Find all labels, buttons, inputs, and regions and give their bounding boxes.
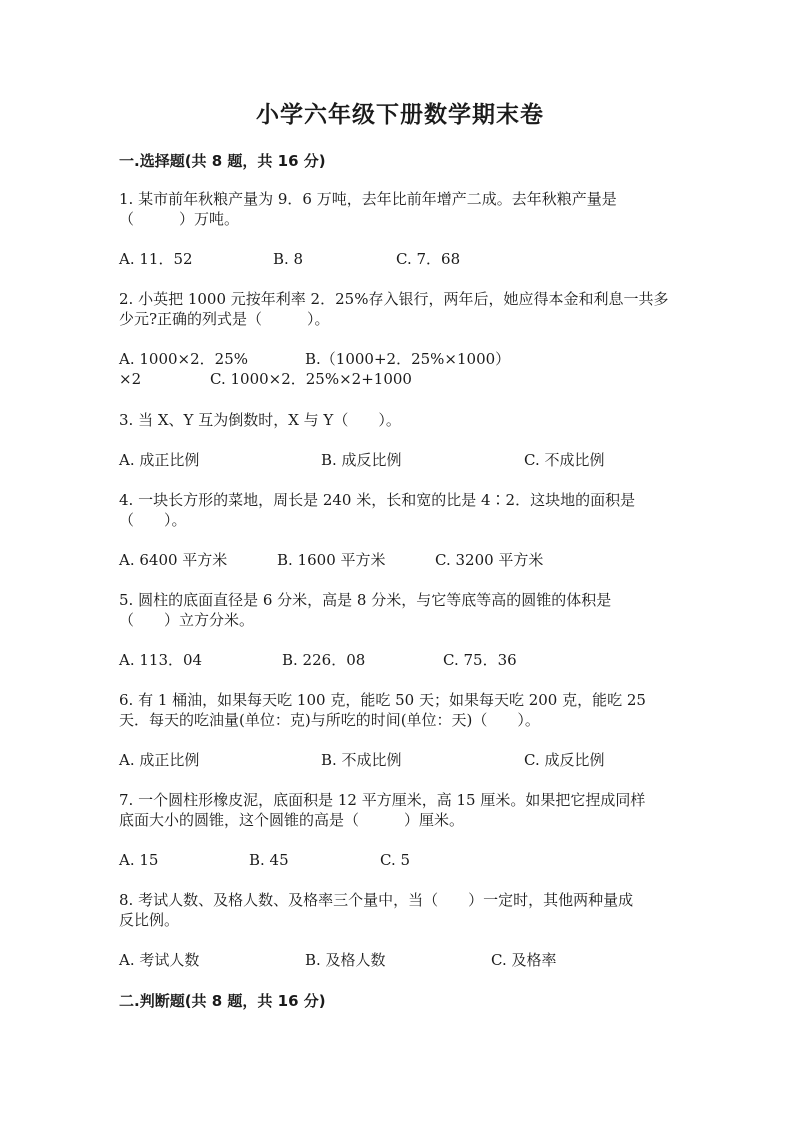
question-4-text-cont: （ ）。 (119, 511, 187, 529)
question-7-option-c: C. 5 (380, 851, 411, 869)
question-4-option-a: A. 6400 平方米 (119, 551, 228, 569)
question-4-option-c: C. 3200 平方米 (435, 551, 544, 569)
question-2-option-a: A. 1000×2．25% (119, 350, 248, 368)
question-8-option-a: A. 考试人数 (119, 951, 200, 969)
question-3-text: 3. 当 X、Y 互为倒数时，X 与 Y（ ）。 (119, 411, 401, 429)
page-title: 小学六年级下册数学期末卷 (256, 101, 544, 128)
question-1-text: 1. 某市前年秋粮产量为 9．6 万吨，去年比前年增产二成。去年秋粮产量是 (119, 190, 617, 208)
question-4-text: 4. 一块长方形的菜地，周长是 240 米，长和宽的比是 4∶2．这块地的面积是 (119, 491, 636, 509)
question-5-text: 5. 圆柱的底面直径是 6 分米，高是 8 分米，与它等底等高的圆锥的体积是 (119, 591, 612, 609)
question-7-text: 7. 一个圆柱形橡皮泥，底面积是 12 平方厘米，高 15 厘米。如果把它捏成同样 (119, 791, 646, 809)
question-5-option-b: B. 226．08 (282, 651, 366, 669)
section-heading-choice: 一.选择题(共 8 题，共 16 分) (119, 152, 326, 170)
question-2-option-b: B.（1000+2．25%×1000） (305, 350, 511, 368)
question-6-text-cont: 天．每天的吃油量(单位：克)与所吃的时间(单位：天)（ ）。 (119, 711, 540, 729)
question-6-option-c: C. 成反比例 (524, 751, 605, 769)
question-3-option-b: B. 成反比例 (321, 451, 402, 469)
question-1-option-c: C. 7．68 (396, 250, 461, 268)
question-6-option-a: A. 成正比例 (119, 751, 200, 769)
question-2-text-cont: 少元?正确的列式是（ ）。 (119, 310, 330, 328)
question-1-option-a: A. 11．52 (119, 250, 193, 268)
question-5-text-cont: （ ）立方分米。 (119, 611, 255, 629)
question-2-option-c: C. 1000×2．25%×2+1000 (210, 370, 412, 388)
question-2-option-b-cont: ×2 (119, 370, 142, 388)
question-6-option-b: B. 不成比例 (321, 751, 402, 769)
question-4-option-b: B. 1600 平方米 (277, 551, 386, 569)
question-6-text: 6. 有 1 桶油，如果每天吃 100 克，能吃 50 天；如果每天吃 200 克，能吃 25 (119, 691, 646, 709)
question-8-option-b: B. 及格人数 (305, 951, 386, 969)
question-7-option-a: A. 15 (119, 851, 159, 869)
section-heading-judgement: 二.判断题(共 8 题，共 16 分) (119, 992, 326, 1010)
question-5-option-c: C. 75．36 (443, 651, 517, 669)
question-3-option-c: C. 不成比例 (524, 451, 605, 469)
question-1-option-b: B. 8 (273, 250, 304, 268)
question-8-text: 8. 考试人数、及格人数、及格率三个量中，当（ ）一定时，其他两种量成 (119, 891, 634, 909)
question-8-option-c: C. 及格率 (491, 951, 557, 969)
question-2-text: 2. 小英把 1000 元按年利率 2．25%存入银行，两年后，她应得本金和利息一共多 (119, 290, 669, 308)
question-1-text-cont: （ ）万吨。 (119, 210, 240, 228)
question-7-option-b: B. 45 (249, 851, 289, 869)
question-8-text-cont: 反比例。 (119, 911, 180, 929)
question-5-option-a: A. 113．04 (119, 651, 203, 669)
question-3-option-a: A. 成正比例 (119, 451, 200, 469)
question-7-text-cont: 底面大小的圆锥，这个圆锥的高是（ ）厘米。 (119, 811, 465, 829)
